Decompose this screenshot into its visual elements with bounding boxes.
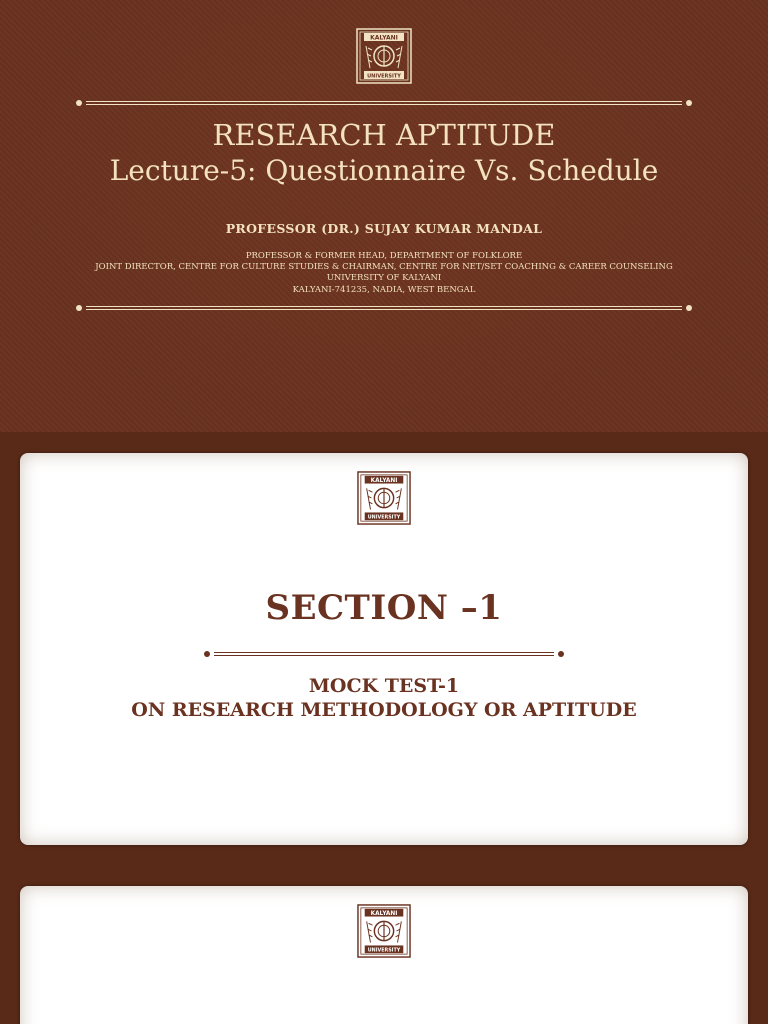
kalyani-university-emblem-icon xyxy=(356,28,412,84)
kalyani-university-emblem-icon xyxy=(357,471,411,525)
kalyani-university-emblem-icon xyxy=(357,904,411,958)
svg-text:UNIVERSITY: UNIVERSITY xyxy=(367,515,401,521)
author-name: PROFESSOR (DR.) SUJAY KUMAR MANDAL xyxy=(225,221,543,236)
svg-text:KALYANI: KALYANI xyxy=(370,34,398,42)
svg-text:UNIVERSITY: UNIVERSITY xyxy=(367,948,401,954)
next-slide xyxy=(20,886,748,1024)
course-title: RESEARCH APTITUDE xyxy=(212,118,556,152)
lecture-title: Lecture-5: Questionnaire Vs. Schedule xyxy=(109,154,659,187)
section-title: SECTION –1 xyxy=(265,588,503,628)
svg-text:KALYANI: KALYANI xyxy=(370,478,398,485)
svg-text:KALYANI: KALYANI xyxy=(370,911,398,918)
affiliation-line: UNIVERSITY OF KALYANI xyxy=(326,273,442,283)
section-slide xyxy=(20,453,748,845)
title-slide xyxy=(0,0,768,432)
affiliation-line: PROFESSOR & FORMER HEAD, DEPARTMENT OF FOLKLORE xyxy=(245,251,523,261)
mock-test-subtitle: ON RESEARCH METHODOLOGY OR APTITUDE xyxy=(131,699,637,721)
mock-test-title: MOCK TEST-1 xyxy=(308,675,460,697)
svg-text:UNIVERSITY: UNIVERSITY xyxy=(367,73,401,80)
affiliation-line: JOINT DIRECTOR, CENTRE FOR CULTURE STUDIES & CHAIRMAN, CENTRE FOR NET/SET COACHING & CAREER COUNSELING xyxy=(95,262,673,272)
bottom-divider xyxy=(78,304,690,312)
top-divider xyxy=(78,99,690,107)
section-divider xyxy=(206,650,562,658)
affiliation-line: KALYANI-741235, NADIA, WEST BENGAL xyxy=(292,285,476,295)
